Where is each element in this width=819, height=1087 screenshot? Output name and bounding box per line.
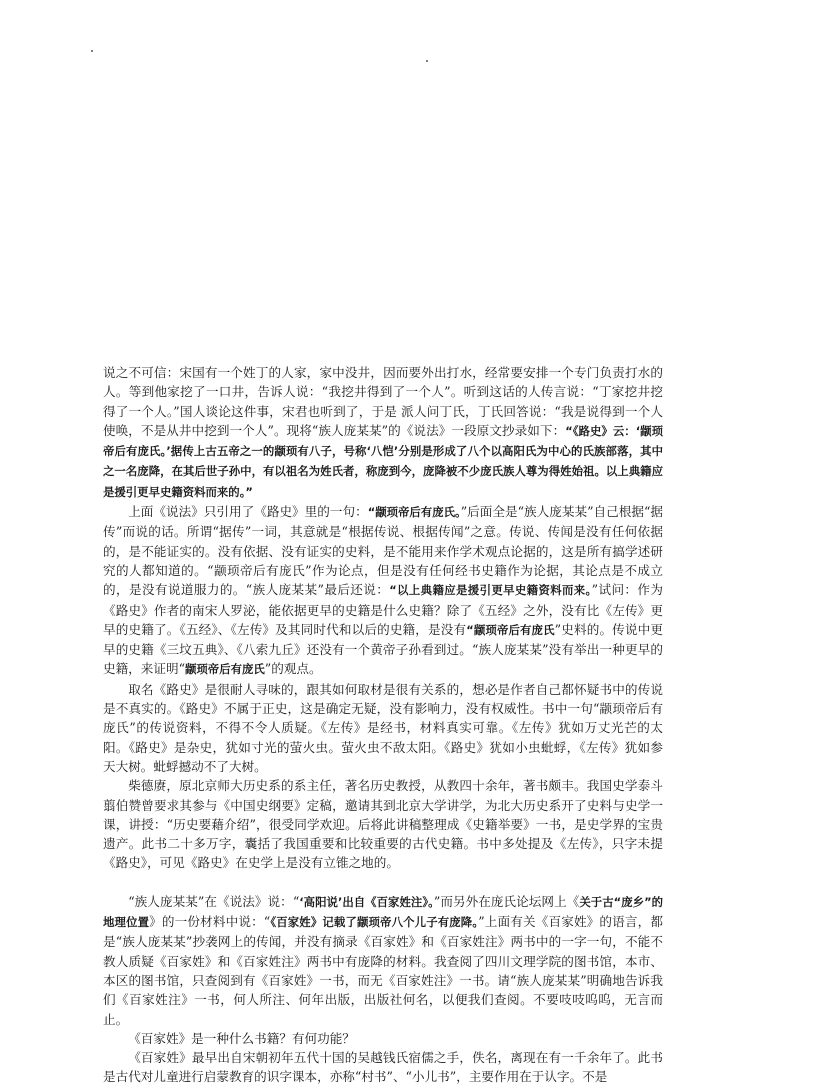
paragraph	[103, 1029, 663, 1048]
body-text: 》的一份材料中说：“	[149, 914, 271, 930]
paragraph	[103, 776, 663, 872]
paragraph	[103, 680, 663, 776]
quoted-source-text: ‘高阳说’出自《百家姓注》。	[299, 894, 434, 909]
scan-speck-left	[91, 50, 93, 52]
quoted-source-text: “《路史》云：‘颛顼帝后有庞氏。’据传上古五帝之一的颛顼有八子，号称‘八恺’分别是形成了八个以高阳氏为中心的氏族部落，其中之一名庞降，在其后世子孙中，有以祖名为姓氏者，称庞到今，庞降被不少庞氏族人尊为得姓始祖。以上典籍应是援引更早史籍资料而来的。”	[103, 423, 663, 499]
quoted-source-text: “颛顼帝后有庞氏	[466, 622, 555, 637]
body-text: ”上面有关《百家姓》的语言，都是“族人庞某某”抄袭网上的传闻，并没有摘录《百家姓》和《百家姓注》两书中的一字一句，不能不教人质疑《百家姓》和《百家姓注》两书中有庞降的材料。我查阅了四川文理学院的图书馆，本市、本区的图书馆，只查阅到有《百家姓》一书，而无《百家姓注》一书。请“族人庞某某”明确地告诉我们《百家姓注》一书，何人所注、何年出版，出版社何名，以便我们查阅。不要吱吱呜呜，无言而止。	[103, 914, 663, 1027]
body-text: ”史料的。传说中更早的史籍《三坟五典》、《八索九丘》还没有一个黄帝子孙看到过。“族人庞某某”没有举出一种更早的史籍，来证明“	[103, 621, 663, 677]
body-text: ”而另外在庞氏论坛网上《	[433, 893, 580, 909]
paragraph	[103, 502, 663, 680]
body-text: 说之不可信：宋国有一个姓丁的人家，家中没井，因而要外出打水，经常要安排一个专门负责打水的人。等到他家挖了一口井，告诉人说：“我挖井得到了一个人”。听到这话的人传言说：“丁家挖井挖得了一个人。”国人谈论这件事，宋君也听到了，于是 派人问丁氏，丁氏回答说：“我是说得到一个人使唤，不是从井中挖到一个人”。现将“族人庞某某”的《说法》一段原文抄录如下：	[103, 365, 663, 438]
body-text: “族人庞某某”在《说法》说：“	[128, 893, 300, 909]
scan-speck-center	[426, 60, 428, 62]
body-text: ”后面全是“族人庞某某”自己根据“据传”而说的话。所谓“据传”一词，其意就是“根据传说、根据传闻”之意。传说、传闻是没有任何依据的，是不能证实的。没有依据、没有证实的史料，是不能用来作学术观点论据的，这是所有搞学述研究的人都知道的。“颛顼帝后有庞氏”作为论点，但是没有任何经书史籍作为论据，其论点是不成立的，是没有说道服力的。“族人庞某某”最后还说：	[103, 504, 664, 598]
paragraph	[103, 1048, 663, 1087]
paragraph	[103, 892, 663, 1029]
quoted-source-text: “以上典籍应是援引更早史籍资料而来。	[389, 583, 592, 598]
body-text: 《百家姓》是一种什么书籍？有何功能？	[128, 1030, 355, 1046]
quoted-source-text: 关于古“庞乡”的地理位置	[103, 894, 663, 930]
quoted-source-text: “颛顼帝后有庞氏。	[367, 505, 461, 520]
paragraph	[103, 363, 663, 502]
quoted-source-text: 颛顼帝后有庞氏	[185, 662, 265, 677]
body-text: ”试问：作为《路史》作者的南宋人罗泌，能依据更早的史籍是什么史籍？除了《五经》之外，没有比《左传》更早的史籍了。《五经》、《左传》及其同时代和以后的史籍，是没有	[103, 582, 663, 637]
body-text: 柴德赓，原北京师大历史系的系主任，著名历史教授，从教四十余年，著书颇丰。我国史学泰斗翦伯赞曾要求其参与《中国史纲要》定稿，邀请其到北京大学讲学，为北大历史系开了史料与史学一课，讲授：“历史要藉介绍”，很受同学欢迎。后将此讲稿整理成《史籍举要》一书，是史学界的宝贵遗产。此书二十多万字，囊括了我国重要和比较重要的古代史籍。书中多处提及《左传》，只字未提《路史》，可见《路史》在史学上是没有立锥之地的。	[103, 778, 663, 871]
quoted-source-text: 《百家姓》记载了颛顼帝八个儿子有庞降。	[270, 915, 479, 930]
body-text: 取名《路史》是很耐人寻味的，跟其如何取材是很有关系的，想必是作者自己都怀疑书中的传说是不真实的。《路史》不属于正史，这是确定无疑，没有影响力，没有权威性。书中一句“颛顼帝后有庞氏”的传说资料，不得不令人质疑。《左传》是经书，材料真实可靠。《左传》犹如万丈光芒的太阳。《路史》是杂史，犹如寸光的萤火虫。萤火虫不敌太阳。《路史》犹如小虫蚍蜉，《左传》犹如参天大树。蚍蜉撼动不了大树。	[103, 681, 663, 774]
document-body	[103, 363, 663, 1087]
body-text: 《百家姓》最早出自宋朝初年五代十国的吴越钱氏宿儒之手，佚名，离现在有一千余年了。此书是古代对儿童进行启蒙教育的识字课本，亦称“村书”、“小儿书”，主要作用在于认字。不是	[103, 1050, 663, 1085]
body-text: 上面《说法》只引用了《路史》里的一句：	[128, 504, 368, 520]
body-text: ”的观点。	[264, 661, 322, 677]
